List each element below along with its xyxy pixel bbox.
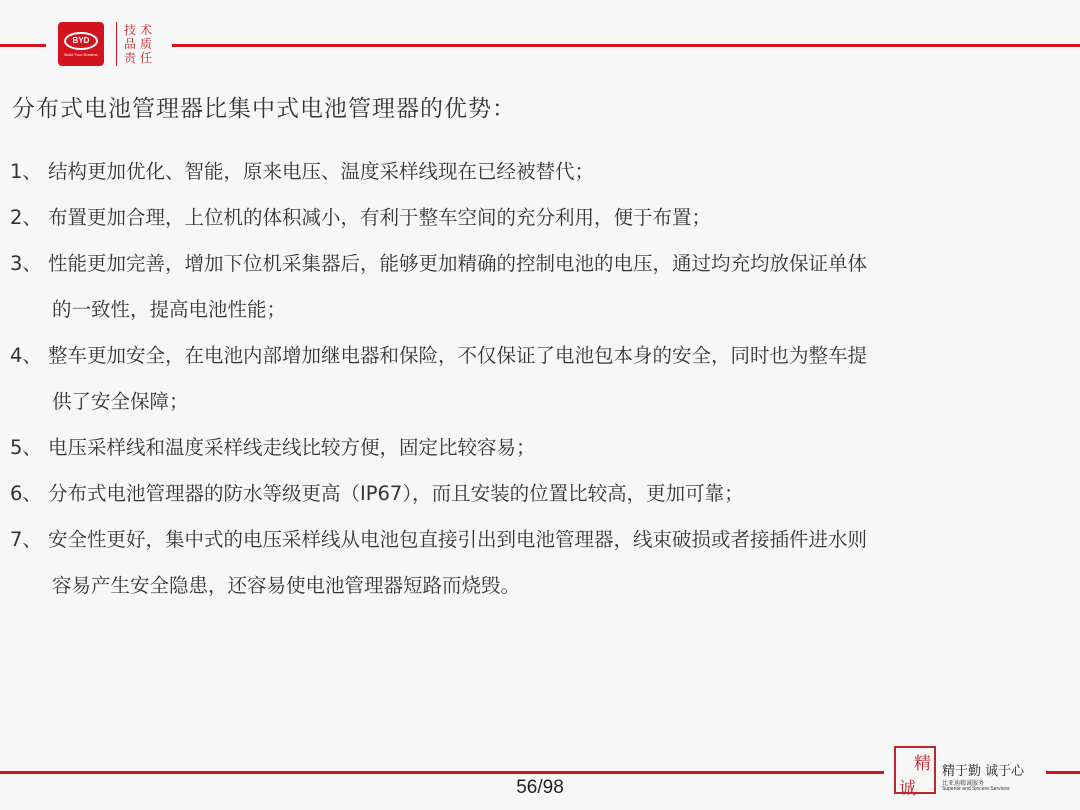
item-line: 布置更加合理，上位机的体积减小，有利于整车空间的充分利用，便于布置； [48, 206, 712, 229]
item-line: 容易产生安全隐患，还容易使电池管理器短路而烧毁。 [52, 574, 521, 597]
seal-char: 责 [123, 51, 136, 65]
service-motto-en: Superior and Sincere Services [942, 786, 1010, 792]
list-item [10, 206, 1070, 229]
item-number: 5、 [10, 436, 42, 459]
byd-logo-mark: BYD [64, 32, 98, 50]
list-item [10, 436, 1070, 459]
item-number: 1、 [10, 160, 42, 183]
header-rule-right [172, 44, 1080, 47]
seal-char: 精 [914, 754, 931, 774]
list-item [10, 160, 1070, 183]
seal-char: 品 [123, 37, 136, 51]
item-line: 结构更加优化、智能，原来电压、温度采样线现在已经被替代； [48, 160, 595, 183]
header-rule-left [0, 44, 46, 47]
item-line: 安全性更好，集中式的电压采样线从电池包直接引出到电池管理器，线束破损或者接插件进水则 [48, 528, 868, 551]
list-item [10, 252, 1070, 321]
advantage-list [10, 160, 1070, 620]
list-item [10, 344, 1070, 413]
service-motto: 精于勤 诚于心 [942, 764, 1025, 779]
item-line: 整车更加安全，在电池内部增加继电器和保险，不仅保证了电池包本身的安全，同时也为整车提 [48, 344, 868, 367]
item-number: 3、 [10, 252, 42, 275]
service-seal [894, 746, 936, 799]
seal-char: 诚 [899, 779, 916, 799]
seal-char: 技 [123, 23, 136, 37]
seal-char: 术 [139, 23, 152, 37]
item-number: 7、 [10, 528, 42, 551]
item-line: 供了安全保障； [52, 390, 189, 413]
byd-logo [58, 22, 104, 66]
item-text [48, 436, 1070, 459]
footer-rule-right [1046, 771, 1080, 774]
service-motto-sub: 比亚迪精诚服务 [942, 780, 985, 787]
item-text [48, 482, 1070, 505]
list-item [10, 482, 1070, 505]
item-text [48, 252, 1070, 321]
item-text [48, 528, 1070, 597]
item-text [48, 160, 1070, 183]
list-item [10, 528, 1070, 597]
quality-seal [116, 22, 159, 66]
item-line: 的一致性，提高电池性能； [52, 298, 287, 321]
seal-char: 任 [139, 51, 152, 65]
item-number: 2、 [10, 206, 42, 229]
item-text [48, 344, 1070, 413]
item-line: 性能更加完善，增加下位机采集器后，能够更加精确的控制电池的电压，通过均充均放保证单体 [48, 252, 868, 275]
slide-heading: 分布式电池管理器比集中式电池管理器的优势： [12, 96, 516, 122]
page-number: 56/98 [516, 777, 564, 798]
footer-rule-left [0, 771, 884, 774]
byd-slogan: Build Your Dreams [64, 51, 98, 57]
item-number: 4、 [10, 344, 42, 367]
item-text [48, 206, 1070, 229]
item-line: 分布式电池管理器的防水等级更高（IP67），而且安装的位置比较高，更加可靠； [48, 482, 744, 505]
seal-char: 质 [139, 37, 152, 51]
item-number: 6、 [10, 482, 42, 505]
item-line: 电压采样线和温度采样线走线比较方便，固定比较容易； [48, 436, 536, 459]
